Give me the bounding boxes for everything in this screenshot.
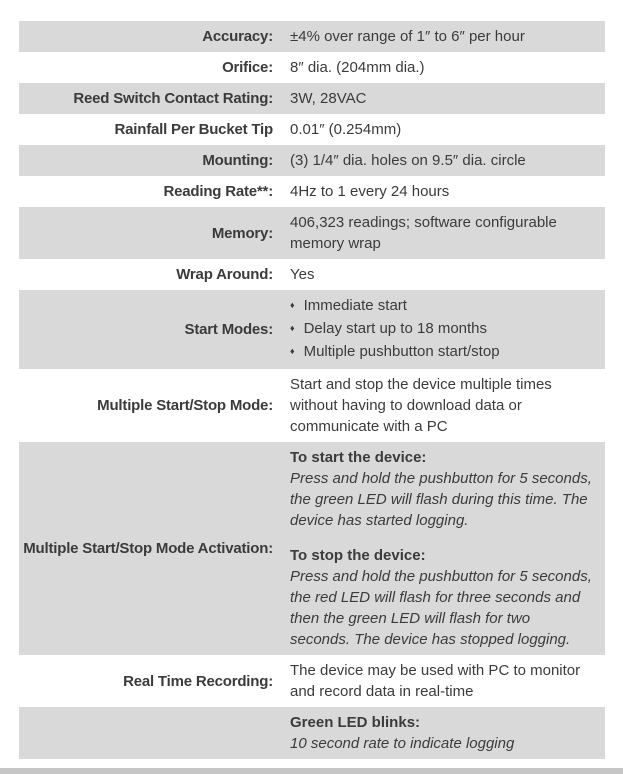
spec-label: Wrap Around:	[176, 266, 273, 283]
bullet-text: Delay start up to 18 months	[303, 320, 488, 337]
spec-label: Mounting:	[202, 152, 273, 169]
value-heading: To start the device:	[290, 449, 427, 466]
spec-label: Reading Rate**:	[163, 183, 273, 200]
value-text: 406,323 readings; software configurable memory wrap	[290, 214, 557, 252]
bullet-diamond-icon: ♦	[290, 300, 295, 310]
value-note: 10 second rate to indicate logging	[290, 735, 515, 752]
spec-row	[19, 21, 605, 52]
value-text: 0.01″ (0.254mm)	[290, 121, 402, 138]
spec-value	[290, 57, 605, 78]
spec-row	[19, 176, 605, 207]
value-heading: Green LED blinks:	[290, 714, 421, 731]
value-note: Press and hold the pushbutton for 5 seconds, the red LED will flash for three seconds and then the green LED will flash for two seconds. The device has stopped logging.	[290, 568, 592, 648]
spec-row	[19, 707, 605, 759]
spec-value	[290, 374, 605, 437]
value-text: Yes	[290, 266, 315, 283]
spec-value	[290, 181, 605, 202]
value-text: ±4% over range of 1″ to 6″ per hour	[290, 28, 525, 45]
spec-label: Accuracy:	[202, 28, 273, 45]
spec-label: Memory:	[211, 224, 273, 242]
spec-row	[19, 442, 605, 655]
spec-row	[19, 290, 605, 369]
spec-row	[19, 369, 605, 442]
bullet-text: Immediate start	[303, 297, 407, 314]
spec-value	[290, 119, 605, 140]
spec-label: Rainfall Per Bucket Tip	[114, 121, 273, 138]
value-text: 4Hz to 1 every 24 hours	[290, 183, 450, 200]
spec-row	[19, 114, 605, 145]
value-heading: To stop the device:	[290, 547, 426, 564]
spec-label: Orifice:	[222, 59, 273, 76]
spec-value	[290, 150, 605, 171]
spec-label: Real Time Recording:	[123, 672, 273, 690]
spec-value	[290, 264, 605, 285]
spec-row	[19, 52, 605, 83]
spec-row	[19, 145, 605, 176]
spec-row	[19, 207, 605, 259]
spec-row	[19, 655, 605, 707]
spec-row	[19, 83, 605, 114]
value-text: The device may be used with PC to monitor and record data in real-time	[290, 662, 581, 700]
value-text: (3) 1/4″ dia. holes on 9.5″ dia. circle	[290, 152, 526, 169]
spec-row	[19, 259, 605, 290]
value-note: Press and hold the pushbutton for 5 seconds, the green LED will flash during this time. The device has started logging.	[290, 470, 592, 529]
bullet-item	[290, 295, 592, 318]
bullet-diamond-icon: ♦	[290, 323, 295, 333]
spec-label: Multiple Start/Stop Mode:	[97, 397, 273, 414]
value-text: Start and stop the device multiple times without having to download data or communicate with a PC	[290, 376, 552, 435]
spec-value	[290, 26, 605, 47]
bullet-text: Multiple pushbutton start/stop	[303, 343, 500, 360]
spec-table	[19, 21, 605, 759]
spec-value	[290, 295, 605, 364]
spec-value	[290, 660, 605, 702]
spec-value	[290, 712, 605, 754]
value-text: 8″ dia. (204mm dia.)	[290, 59, 425, 76]
spec-label: Reed Switch Contact Rating:	[73, 90, 273, 107]
bullet-item	[290, 341, 592, 364]
spec-value	[290, 212, 605, 254]
bullet-diamond-icon: ♦	[290, 346, 295, 356]
bullet-item	[290, 318, 592, 341]
spec-value	[290, 447, 605, 650]
spec-label: Start Modes:	[184, 321, 273, 338]
value-text: 3W, 28VAC	[290, 90, 367, 107]
page-bottom-divider	[0, 768, 623, 774]
spec-value	[290, 88, 605, 109]
spec-label: Multiple Start/Stop Mode Activation:	[23, 540, 273, 557]
bullet-list	[290, 295, 592, 364]
paragraph-spacer	[290, 531, 592, 545]
